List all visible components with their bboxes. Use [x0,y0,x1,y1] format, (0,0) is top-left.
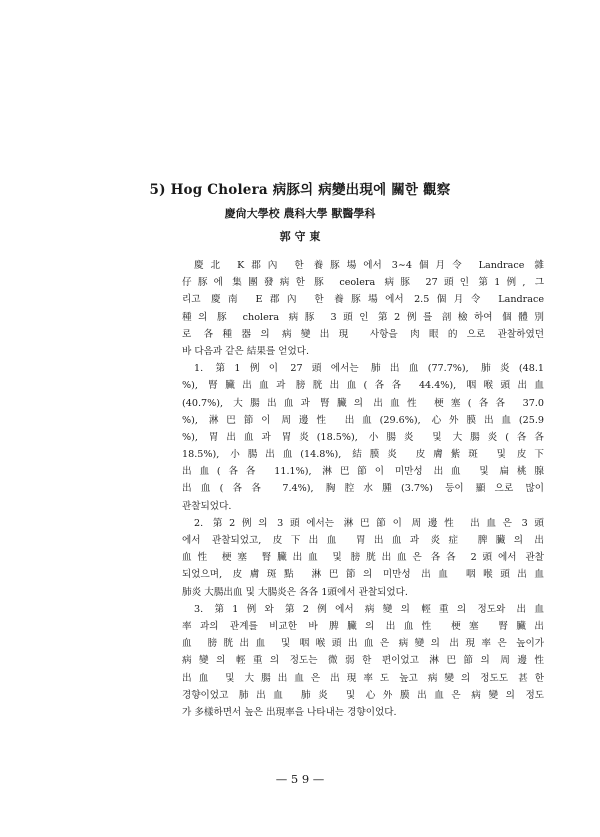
text-line: 血 膀胱出血 및 咽喉頭出血은 病變의 出現率은 높이가 [182,638,544,650]
paragraph-result-2 [182,515,544,601]
article-title: 5) Hog Cholera 病豚의 病變出現에 關한 觀察 [149,182,451,198]
text-line: 로 各種器의 病變出現 사항을 肉眼的으로 관찰하였던 [182,328,544,340]
text-line: 出血 및 大腸出血은 出現率도 높고 病變의 정도도 甚한 [182,672,544,684]
text-line: %), 胃出血과 胃炎(18.5%), 小腸炎 및 大腸炎(各各 [182,431,544,443]
text-line: 1. 第1例이 27頭에서는 肺出血(77.7%), 肺炎(48.1 [194,363,544,375]
author-name: 郭 守 東 [279,230,321,243]
text-line: 되었으며, 皮膚斑點 淋巴節의 미만성 出血 咽喉頭出血 [182,569,544,581]
text-line: 경향이었고 肺出血 肺炎 및 心外膜出血은 病變의 정도 [182,689,544,701]
text-line: 가 多樣하면서 높은 出現率을 나타내는 경향이었다. [182,706,397,718]
paragraph-intro [182,257,544,360]
text-line: 18.5%), 小腸出血(14.8%), 結膜炎 皮膚紫斑 및 皮下 [182,449,544,461]
text-line: 리고 慶南 E郡內 한 養豚場에서 2.5個月令 Landrace [182,294,544,306]
text-line: (40.7%), 大腸出血과 腎臟의 出血性 梗塞(各各 37.0 [182,397,544,409]
paragraph-result-1 [182,360,544,515]
text-line: 3. 第1例와 第2例에서 病變의 輕重의 정도와 出血 [194,603,544,615]
text-line: 2. 第2例의 3頭에서는 淋巴節이 周邊性 出血은 3頭 [194,517,544,529]
page-number: — 5 9 — [275,772,325,786]
text-line: 出血(各各 7.4%), 胸腔水腫(3.7%) 등이 顯으로 많이 [182,483,544,495]
text-line: 에서 관찰되었고, 皮下出血 胃出血과 炎症 脾臟의 出 [182,535,544,546]
text-line: 바 다음과 같은 結果를 얻었다. [182,345,310,357]
text-line: 관찰되었다. [182,500,232,512]
text-line: 仔豚에 集團發病한 豚 ceolera 病豚 27頭인 第1例, 그 [182,277,544,289]
text-line: 血性 梗塞 腎臟出血 및 膀胱出血은 各各 2頭에서 관찰 [182,552,544,564]
text-line: 種의 豚 cholera 病豚 3頭인 第2例를 剖檢하여 個體別 [182,311,544,323]
text-line: 率과의 관계를 비교한 바 脾臟의 出血性 梗塞 腎臟出 [182,620,544,632]
text-line: %), 腎臟出血과 膀胱出血(各各 44.4%), 咽喉頭出血 [182,380,544,392]
text-line: 慶北 K郡內 한 養豚場에서 3∼4個月令 Landrace 雜 [194,260,544,271]
text-line: 病變의 輕重의 정도는 微弱한 편이었고 淋巴節의 周邊性 [182,655,544,667]
abstract-body [182,257,544,721]
author-affiliation: 慶尙大學校 農科大學 獸醫學科 [224,207,376,220]
text-line: 肺炎 大腸出血 및 大腸炎은 各各 1頭에서 관찰되었다. [182,586,408,598]
text-line: 出血(各各 11.1%), 淋巴節이 미만성 出血 및 扁桃腺 [182,466,544,478]
paragraph-result-3 [182,601,544,721]
text-line: %), 淋巴節이 周邊性 出血(29.6%), 心外膜出血(25.9 [182,414,544,426]
